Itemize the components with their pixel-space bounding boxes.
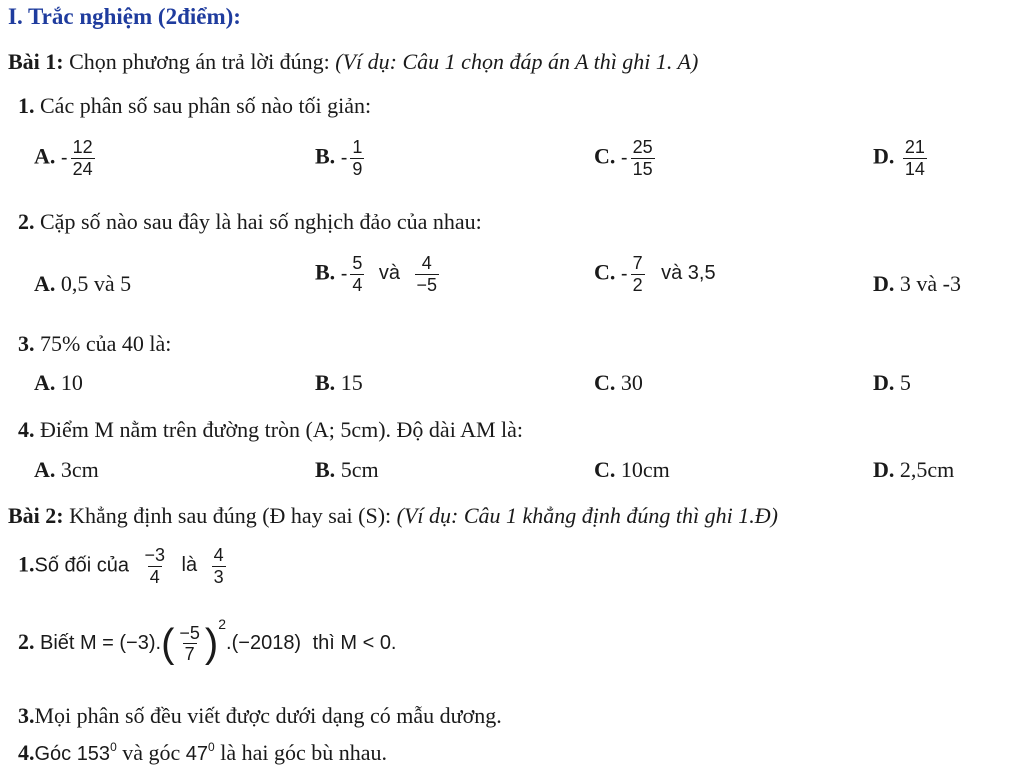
- denominator: 24: [72, 158, 93, 179]
- option-letter: D.: [873, 143, 895, 169]
- option-text: 3 và -3: [899, 271, 961, 296]
- q4-text: Điểm M nằm trên đường tròn (A; 5cm). Độ dài AM là:: [40, 417, 524, 442]
- option-text: 5cm: [340, 457, 379, 482]
- denominator: 14: [904, 158, 925, 179]
- q2-option-a: [34, 271, 131, 297]
- statement-number: 3.: [18, 703, 35, 728]
- section-title: I. Trắc nghiệm (2điểm):: [8, 4, 241, 29]
- denominator: 15: [632, 158, 653, 179]
- statement-3: [18, 703, 502, 729]
- math-expression: .(−2018): [226, 632, 302, 654]
- q1-option-c: [594, 138, 658, 179]
- fraction: [903, 138, 927, 179]
- q1-option-d: [873, 138, 930, 179]
- fraction: [143, 546, 168, 587]
- statement-number: 2.: [18, 629, 35, 654]
- numerator: 25: [632, 137, 653, 157]
- q2-text: Cặp số nào sau đây là hai số nghịch đảo của nhau:: [40, 209, 482, 234]
- fraction: [71, 138, 95, 179]
- option-letter: D.: [873, 370, 895, 395]
- fraction: [631, 138, 655, 179]
- fraction: [415, 254, 440, 295]
- minus-sign: -: [620, 262, 628, 285]
- angle-value: 153: [76, 743, 111, 765]
- option-text: 0,5 và 5: [60, 271, 132, 296]
- degree-mark: 0: [208, 740, 215, 754]
- bai2-label: Bài 2:: [8, 503, 64, 528]
- denominator: 9: [352, 158, 363, 179]
- statement-text: Biết: [40, 632, 75, 654]
- option-letter: A.: [34, 271, 56, 296]
- q4-stem: [18, 417, 523, 443]
- statement-1: [18, 546, 229, 587]
- is-text: là: [181, 554, 198, 577]
- option-letter: B.: [315, 143, 336, 169]
- numerator: 4: [213, 545, 224, 565]
- bai1-text: Chọn phương án trả lời đúng:: [69, 49, 330, 74]
- q2-option-c: [594, 254, 716, 295]
- exponent: 2: [218, 616, 227, 632]
- math-expression: M =: [79, 632, 114, 654]
- option-letter: C.: [594, 259, 616, 285]
- q3-text: 75% của 40 là:: [40, 331, 172, 356]
- option-letter: A.: [34, 370, 56, 395]
- bai2-heading: [8, 503, 778, 529]
- q2-stem: [18, 209, 482, 235]
- statement-text: Mọi phân số đều viết được dưới dạng có mẫu dương.: [34, 703, 502, 728]
- option-letter: A.: [34, 457, 56, 482]
- option-letter: B.: [315, 259, 336, 285]
- q2-number: 2.: [18, 209, 35, 234]
- minus-sign: -: [60, 146, 68, 169]
- numerator: 4: [421, 253, 432, 273]
- fraction: [350, 254, 364, 295]
- q1-option-a: [34, 138, 98, 179]
- q4-option-b: [315, 457, 379, 483]
- numerator: 5: [352, 253, 363, 273]
- option-text: 10cm: [620, 457, 670, 482]
- minus-sign: -: [340, 262, 348, 285]
- bai1-example: (Ví dụ: Câu 1 chọn đáp án A thì ghi 1. A): [335, 49, 699, 74]
- numerator: −3: [144, 545, 166, 565]
- minus-sign: -: [340, 146, 348, 169]
- q1-option-b: [315, 138, 367, 179]
- denominator: 7: [184, 644, 195, 665]
- statement-text: Số đối của: [34, 554, 130, 577]
- fraction: [350, 138, 364, 179]
- q2-option-d: [873, 271, 961, 297]
- q1-stem: [18, 93, 371, 119]
- q2-option-b: [315, 254, 442, 295]
- option-text: 3cm: [60, 457, 99, 482]
- bai2-example: (Ví dụ: Câu 1 khẳng định đúng thì ghi 1.Đ): [396, 503, 778, 528]
- right-paren: ): [204, 621, 219, 666]
- q3-number: 3.: [18, 331, 35, 356]
- q1-number: 1.: [18, 93, 35, 118]
- denominator: 2: [632, 274, 643, 295]
- bai1-heading: [8, 49, 698, 75]
- statement-text: Góc: [34, 743, 72, 765]
- q4-option-a: [34, 457, 99, 483]
- fraction: [177, 624, 202, 665]
- option-letter: C.: [594, 143, 616, 169]
- option-text: 10: [60, 370, 83, 395]
- q1-text: Các phân số sau phân số nào tối giản:: [40, 93, 372, 118]
- q3-option-a: [34, 370, 83, 396]
- bai1-label: Bài 1:: [8, 49, 64, 74]
- angle-value: 47: [185, 743, 209, 765]
- q4-number: 4.: [18, 417, 35, 442]
- denominator: −5: [416, 274, 438, 295]
- statement-number: 4.: [18, 740, 35, 765]
- denominator: 3: [213, 566, 224, 587]
- q3-option-c: [594, 370, 643, 396]
- statement-text: và góc: [122, 740, 181, 765]
- option-letter: C.: [594, 457, 616, 482]
- option-letter: A.: [34, 143, 56, 169]
- denominator: 4: [149, 566, 160, 587]
- fraction: [631, 254, 645, 295]
- then-text: thì: [312, 632, 335, 654]
- option-text: 15: [340, 370, 363, 395]
- option-text: 5: [899, 370, 911, 395]
- math-expression: (−3).: [119, 632, 162, 654]
- numerator: 12: [72, 137, 93, 157]
- bai2-text: Khẳng định sau đúng (Đ hay sai (S):: [69, 503, 392, 528]
- option-text: 30: [620, 370, 643, 395]
- numerator: −5: [179, 622, 200, 643]
- option-text: 2,5cm: [899, 457, 955, 482]
- q3-option-b: [315, 370, 363, 396]
- q4-option-c: [594, 457, 670, 483]
- option-letter: D.: [873, 271, 895, 296]
- minus-sign: -: [620, 146, 628, 169]
- statement-4: [18, 740, 387, 766]
- option-letter: C.: [594, 370, 616, 395]
- and-text: và: [378, 262, 400, 285]
- q3-stem: [18, 331, 171, 357]
- left-paren: (: [161, 621, 175, 666]
- statement-text: là hai góc bù nhau.: [220, 740, 388, 765]
- option-letter: B.: [315, 457, 336, 482]
- degree-mark: 0: [110, 740, 117, 754]
- q3-option-d: [873, 370, 911, 396]
- numerator: 7: [632, 253, 643, 273]
- option-letter: B.: [315, 370, 336, 395]
- numerator: 1: [352, 137, 363, 157]
- math-expression: M < 0.: [340, 632, 397, 654]
- statement-2: [18, 616, 397, 666]
- denominator: 4: [352, 274, 363, 295]
- numerator: 21: [904, 137, 925, 157]
- option-letter: D.: [873, 457, 895, 482]
- option-text: và 3,5: [661, 262, 716, 285]
- statement-number: 1.: [18, 551, 35, 577]
- q4-option-d: [873, 457, 954, 483]
- fraction: [212, 546, 226, 587]
